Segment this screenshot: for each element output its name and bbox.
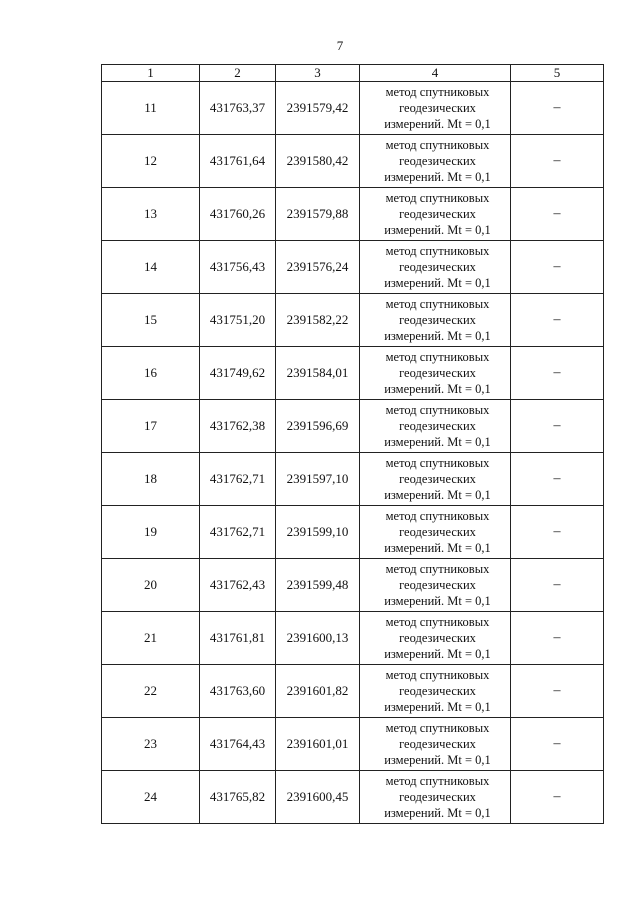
method-line: геодезических — [399, 419, 476, 433]
method-line: измерений. Mt = 0,1 — [384, 170, 491, 184]
table-row — [102, 718, 604, 771]
x-coordinate-cell: 431749,62 — [200, 347, 276, 400]
method-line: измерений. Mt = 0,1 — [384, 276, 491, 290]
table-row — [102, 612, 604, 665]
x-coordinate-cell: 431765,82 — [200, 771, 276, 824]
method-line: измерений. Mt = 0,1 — [384, 329, 491, 343]
point-number-cell: 18 — [102, 453, 200, 506]
method-line: метод спутниковых — [385, 191, 490, 205]
method-cell — [360, 241, 511, 294]
accuracy-dash-cell: – — [511, 82, 604, 135]
method-line: измерений. Mt = 0,1 — [384, 435, 491, 449]
point-number-cell: 16 — [102, 347, 200, 400]
method-cell — [360, 135, 511, 188]
method-line: геодезических — [399, 737, 476, 751]
method-line: геодезических — [399, 313, 476, 327]
y-coordinate-cell: 2391597,10 — [276, 453, 360, 506]
method-cell — [360, 771, 511, 824]
method-line: геодезических — [399, 684, 476, 698]
method-cell — [360, 347, 511, 400]
method-line: измерений. Mt = 0,1 — [384, 488, 491, 502]
column-header-4: 4 — [360, 65, 511, 82]
table-row — [102, 347, 604, 400]
method-line: геодезических — [399, 260, 476, 274]
table-row — [102, 188, 604, 241]
x-coordinate-cell: 431761,64 — [200, 135, 276, 188]
table-row — [102, 135, 604, 188]
page-number: 7 — [336, 38, 344, 53]
table-row — [102, 771, 604, 824]
point-number-cell: 14 — [102, 241, 200, 294]
method-cell — [360, 188, 511, 241]
x-coordinate-cell: 431764,43 — [200, 718, 276, 771]
method-line: измерений. Mt = 0,1 — [384, 594, 491, 608]
point-number-cell: 11 — [102, 82, 200, 135]
method-line: метод спутниковых — [385, 456, 490, 470]
accuracy-dash-cell: – — [511, 665, 604, 718]
column-header-2: 2 — [200, 65, 276, 82]
point-number-cell: 15 — [102, 294, 200, 347]
accuracy-dash-cell: – — [511, 771, 604, 824]
point-number-cell: 21 — [102, 612, 200, 665]
accuracy-dash-cell: – — [511, 347, 604, 400]
y-coordinate-cell: 2391580,42 — [276, 135, 360, 188]
method-cell — [360, 294, 511, 347]
accuracy-dash-cell: – — [511, 453, 604, 506]
method-line: измерений. Mt = 0,1 — [384, 806, 491, 820]
x-coordinate-cell: 431756,43 — [200, 241, 276, 294]
column-header-5: 5 — [511, 65, 604, 82]
method-cell — [360, 506, 511, 559]
table-header-row — [102, 65, 604, 82]
method-line: метод спутниковых — [385, 138, 490, 152]
x-coordinate-cell: 431751,20 — [200, 294, 276, 347]
x-coordinate-cell: 431763,37 — [200, 82, 276, 135]
accuracy-dash-cell: – — [511, 241, 604, 294]
x-coordinate-cell: 431762,43 — [200, 559, 276, 612]
y-coordinate-cell: 2391579,88 — [276, 188, 360, 241]
method-line: метод спутниковых — [385, 774, 490, 788]
coordinates-table — [101, 64, 604, 824]
y-coordinate-cell: 2391584,01 — [276, 347, 360, 400]
table-row — [102, 241, 604, 294]
accuracy-dash-cell: – — [511, 188, 604, 241]
y-coordinate-cell: 2391599,10 — [276, 506, 360, 559]
method-line: метод спутниковых — [385, 721, 490, 735]
point-number-cell: 13 — [102, 188, 200, 241]
method-line: метод спутниковых — [385, 244, 490, 258]
method-line: метод спутниковых — [385, 615, 490, 629]
method-line: измерений. Mt = 0,1 — [384, 117, 491, 131]
method-cell — [360, 400, 511, 453]
accuracy-dash-cell: – — [511, 718, 604, 771]
method-cell — [360, 718, 511, 771]
method-line: измерений. Mt = 0,1 — [384, 223, 491, 237]
method-line: геодезических — [399, 366, 476, 380]
method-cell — [360, 665, 511, 718]
method-line: метод спутниковых — [385, 668, 490, 682]
point-number-cell: 24 — [102, 771, 200, 824]
y-coordinate-cell: 2391600,45 — [276, 771, 360, 824]
method-line: измерений. Mt = 0,1 — [384, 382, 491, 396]
method-cell — [360, 82, 511, 135]
method-line: измерений. Mt = 0,1 — [384, 700, 491, 714]
table-row — [102, 400, 604, 453]
method-line: геодезических — [399, 472, 476, 486]
method-line: геодезических — [399, 578, 476, 592]
method-line: измерений. Mt = 0,1 — [384, 541, 491, 555]
point-number-cell: 23 — [102, 718, 200, 771]
table-row — [102, 453, 604, 506]
point-number-cell: 20 — [102, 559, 200, 612]
method-line: геодезических — [399, 154, 476, 168]
table-row — [102, 506, 604, 559]
method-line: метод спутниковых — [385, 297, 490, 311]
accuracy-dash-cell: – — [511, 559, 604, 612]
accuracy-dash-cell: – — [511, 400, 604, 453]
x-coordinate-cell: 431762,38 — [200, 400, 276, 453]
method-line: геодезических — [399, 631, 476, 645]
y-coordinate-cell: 2391601,01 — [276, 718, 360, 771]
accuracy-dash-cell: – — [511, 506, 604, 559]
method-cell — [360, 453, 511, 506]
y-coordinate-cell: 2391579,42 — [276, 82, 360, 135]
method-line: геодезических — [399, 101, 476, 115]
point-number-cell: 19 — [102, 506, 200, 559]
y-coordinate-cell: 2391582,22 — [276, 294, 360, 347]
point-number-cell: 17 — [102, 400, 200, 453]
point-number-cell: 12 — [102, 135, 200, 188]
x-coordinate-cell: 431762,71 — [200, 506, 276, 559]
point-number-cell: 22 — [102, 665, 200, 718]
accuracy-dash-cell: – — [511, 612, 604, 665]
x-coordinate-cell: 431763,60 — [200, 665, 276, 718]
method-line: геодезических — [399, 790, 476, 804]
method-line: геодезических — [399, 525, 476, 539]
y-coordinate-cell: 2391596,69 — [276, 400, 360, 453]
method-cell — [360, 612, 511, 665]
y-coordinate-cell: 2391599,48 — [276, 559, 360, 612]
method-line: метод спутниковых — [385, 509, 490, 523]
method-line: измерений. Mt = 0,1 — [384, 753, 491, 767]
y-coordinate-cell: 2391600,13 — [276, 612, 360, 665]
method-line: метод спутниковых — [385, 403, 490, 417]
x-coordinate-cell: 431762,71 — [200, 453, 276, 506]
y-coordinate-cell: 2391576,24 — [276, 241, 360, 294]
table-row — [102, 559, 604, 612]
table-row — [102, 82, 604, 135]
accuracy-dash-cell: – — [511, 294, 604, 347]
table-row — [102, 294, 604, 347]
table-row — [102, 665, 604, 718]
method-cell — [360, 559, 511, 612]
column-header-1: 1 — [102, 65, 200, 82]
x-coordinate-cell: 431760,26 — [200, 188, 276, 241]
method-line: метод спутниковых — [385, 350, 490, 364]
y-coordinate-cell: 2391601,82 — [276, 665, 360, 718]
method-line: геодезических — [399, 207, 476, 221]
accuracy-dash-cell: – — [511, 135, 604, 188]
method-line: измерений. Mt = 0,1 — [384, 647, 491, 661]
method-line: метод спутниковых — [385, 85, 490, 99]
method-line: метод спутниковых — [385, 562, 490, 576]
column-header-3: 3 — [276, 65, 360, 82]
x-coordinate-cell: 431761,81 — [200, 612, 276, 665]
